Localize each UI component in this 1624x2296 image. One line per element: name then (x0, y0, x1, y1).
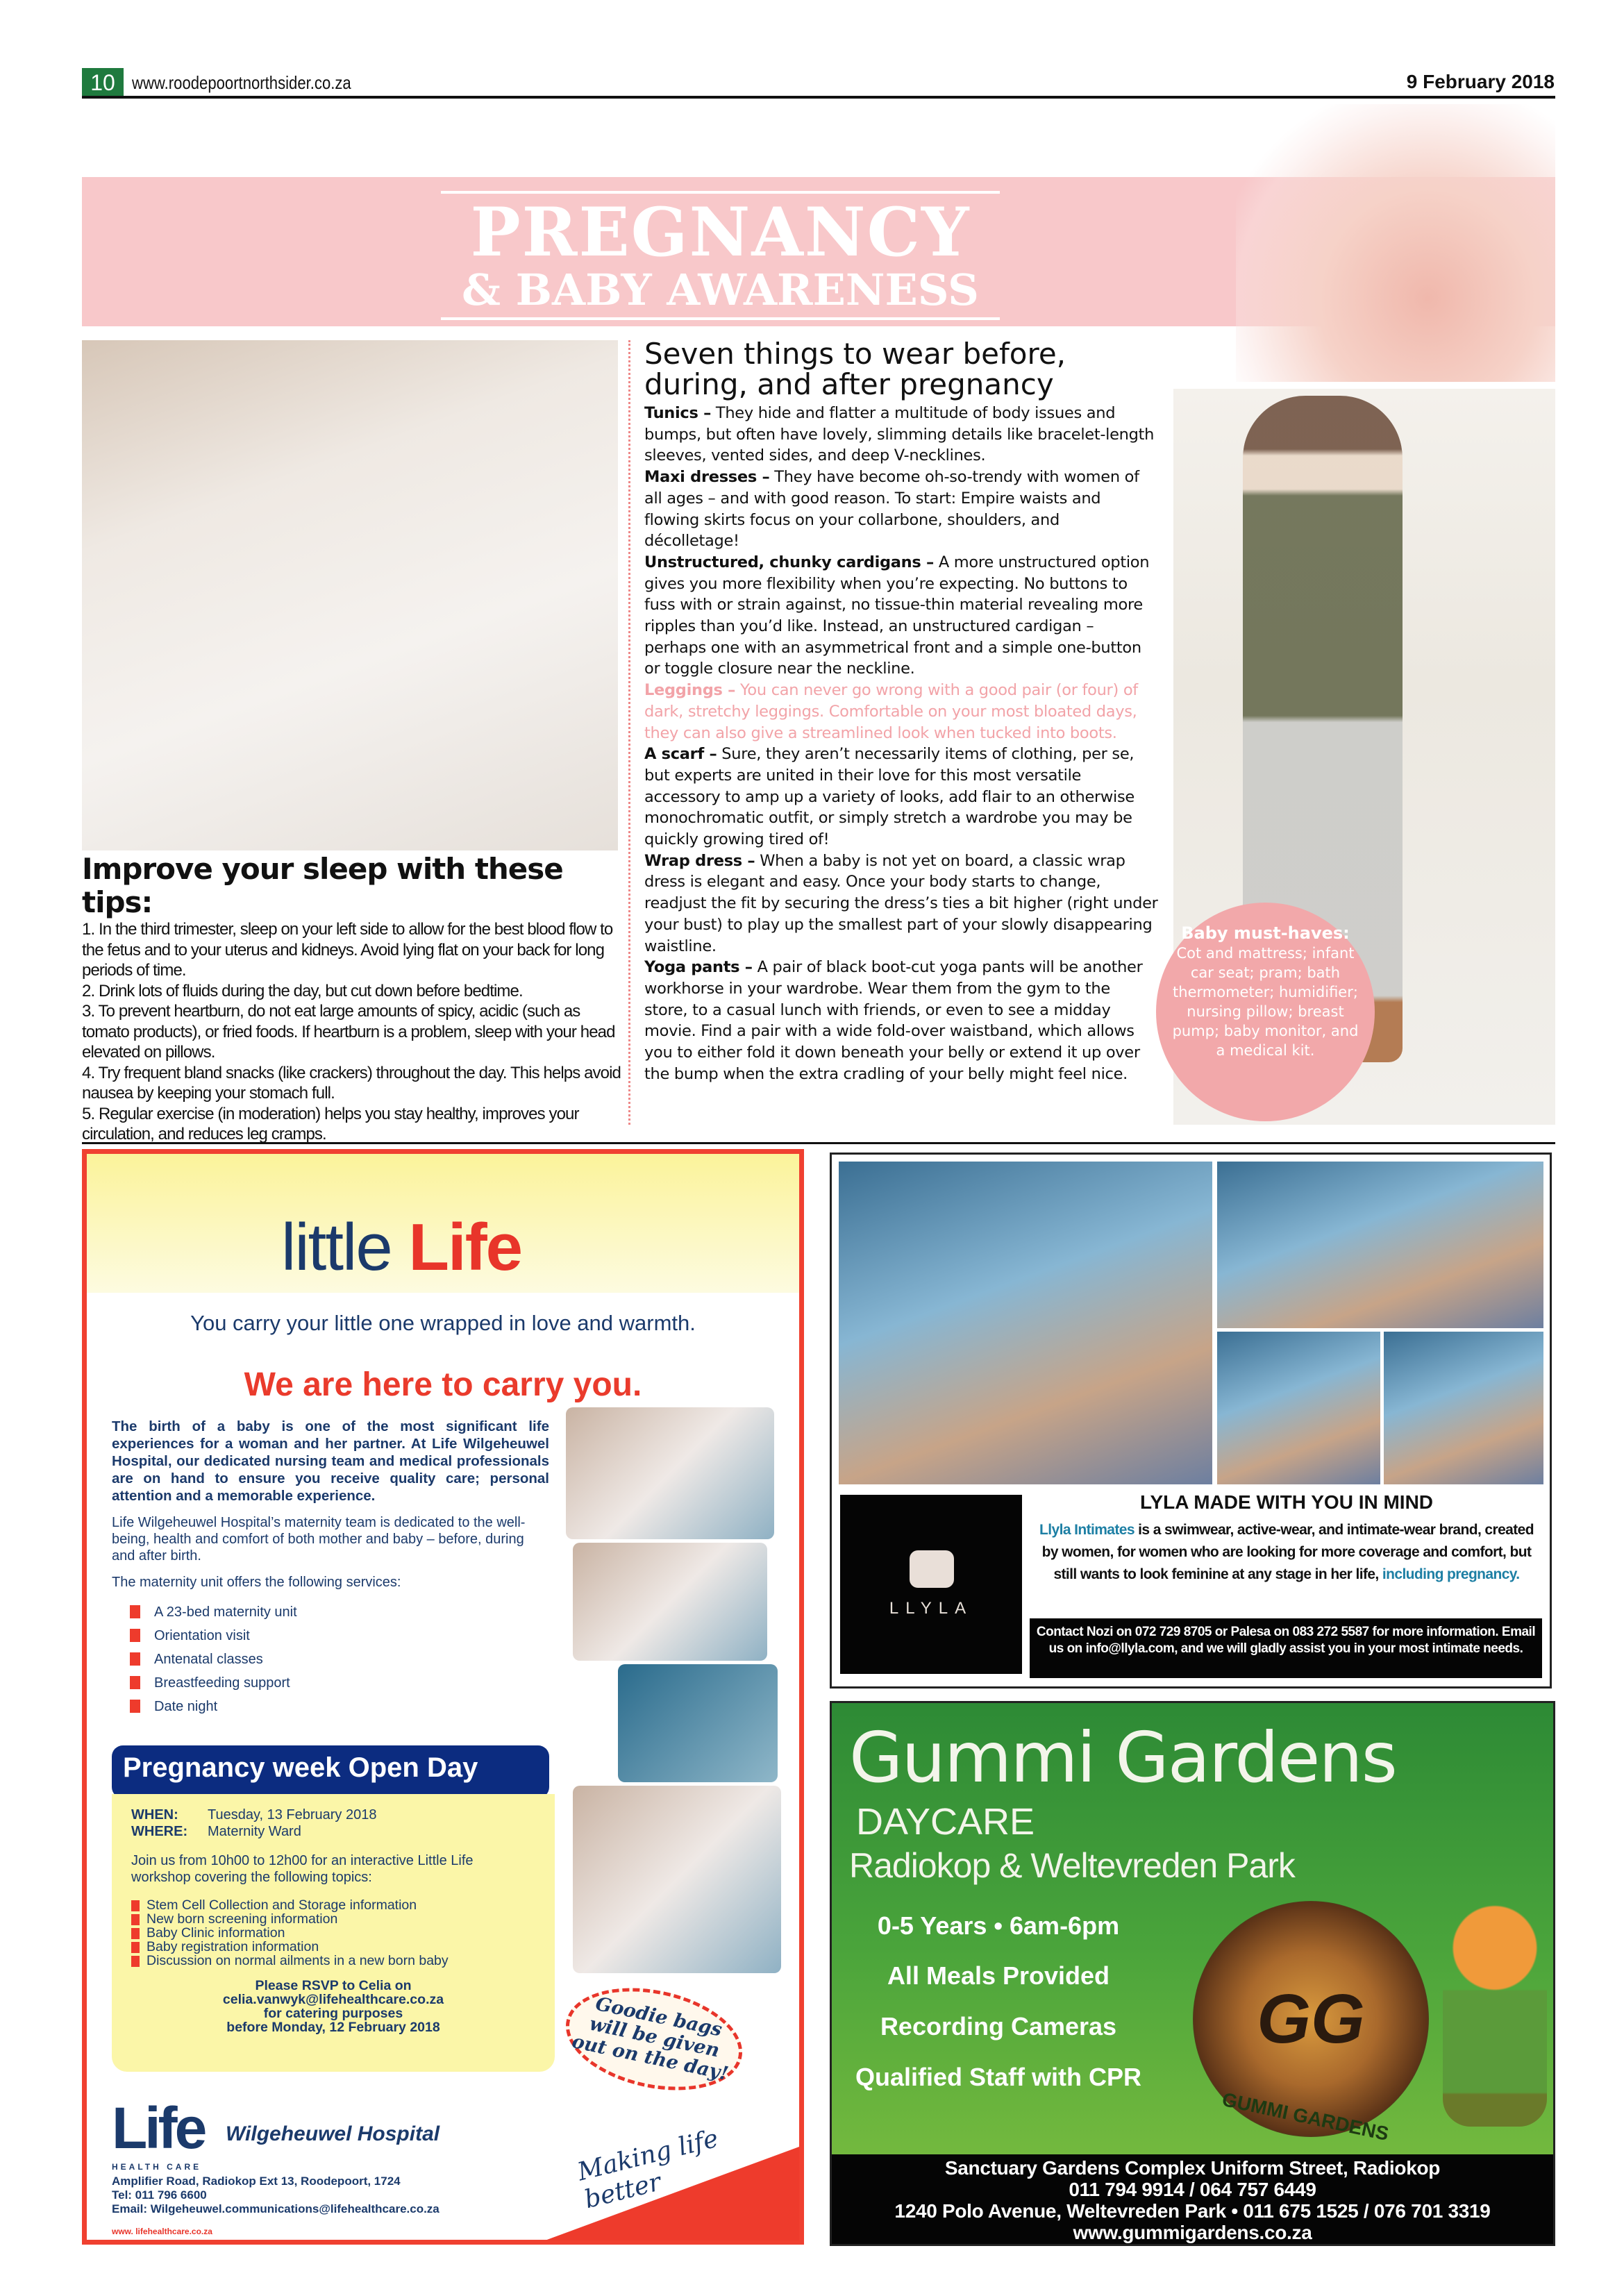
title-baby-awareness: & BABY AWARENESS (462, 265, 979, 315)
bullet-square-icon (130, 1700, 140, 1713)
item-text: You can never go wrong with a good pair (or four) of dark, stretchy leggings. Comfortable on your most bloated days, they can also give a streamlined look when tucked into boots. (644, 681, 1138, 742)
tip: 4. Try frequent bland snacks (like crackers) throughout the day. This helps avoid nausea by keeping your stomach full. (82, 1063, 621, 1103)
open-day-details (112, 1794, 555, 2072)
article-item (644, 467, 1158, 552)
tip: 1. In the third trimester, sleep on your left side to allow for the best blood flow to the fetus and to your uterus and kidneys. Avoid lying flat on your back for long periods of time. (82, 920, 613, 980)
goodie-bags-stamp: Goodie bags will be given out on the day! (556, 1973, 751, 2106)
lyla-text: Llyla Intimates is a swimwear, active-wear, and intimate-wear brand, created by women, for women who are looking for more coverage and comfort, but still wants to look feminine at any stage in her life, including pregnancy. (1039, 1522, 1534, 1582)
sleeping-woman-photo (82, 340, 618, 850)
topic-item: Baby Clinic information (131, 1926, 535, 1940)
header-rule (82, 96, 1555, 99)
sleep-tips (82, 853, 627, 1145)
swimwear-photo-group (1384, 1332, 1543, 1484)
topic-item: Baby registration information (131, 1940, 535, 1954)
item-term: Unstructured, chunky cardigans – (644, 553, 934, 571)
sleep-heading: Improve your sleep with these tips: (82, 852, 563, 919)
service-item: Orientation visit (112, 1624, 549, 1648)
service-item: Antenatal classes (112, 1648, 549, 1671)
making-life-better: Making life better (574, 2124, 721, 2215)
title-pregnancy: PREGNANCY (470, 193, 971, 271)
baby-must-haves-circle (1156, 903, 1375, 1121)
services-list (112, 1600, 549, 1718)
article-item (644, 850, 1158, 957)
column-divider (628, 340, 630, 1125)
logo-life: Life (408, 1210, 522, 1284)
swimwear-photo-pool (1217, 1332, 1380, 1484)
join-text: Join us from 10h00 to 12h00 for an interactive Little Life workshop covering the following topics: (131, 1853, 474, 1885)
item-text: They have become oh-so-trendy with women of all ages – and with good reason. To start: Empire waists and flowing skirts focus on your collarbone, shoulders, and décolletage! (644, 468, 1139, 551)
item-term: Maxi dresses – (644, 468, 770, 487)
item-term: Wrap dress – (644, 851, 755, 870)
musthaves-text: Cot and mattress; infant car seat; pram; bath thermometer; humidifier; nursing pillow; breast pump; baby monitor, and a medical kit. (1172, 945, 1359, 1059)
article-item (644, 403, 1158, 467)
life-website[interactable]: www. lifehealthcare.co.za (112, 2227, 212, 2236)
health-care-label: HEALTH CARE (112, 2162, 202, 2172)
article (644, 339, 1158, 1085)
life-healthcare-logo: Life (112, 2095, 205, 2161)
gummi-gardens-ad (830, 1701, 1555, 2246)
where-row: WHERE: Maternity Ward (131, 1824, 301, 1839)
newborn-photo (573, 1786, 781, 1973)
hospital-email[interactable]: Email: Wilgeheuwel.communications@lifehealthcare.co.za (112, 2202, 440, 2215)
gg-logo-text: GUMMI GARDENS (1220, 2088, 1391, 2145)
topic-item: Discussion on normal ailments in a new born baby (131, 1954, 535, 1968)
article-item (644, 957, 1158, 1084)
ad-body (112, 1418, 549, 1718)
feature: Qualified Staff with CPR (855, 2063, 1141, 2091)
services-intro: The maternity unit offers the following services: (112, 1575, 401, 1590)
article-item (644, 744, 1158, 850)
website-link[interactable]: www.roodepoortnorthsider.co.za (132, 72, 351, 93)
article-item (644, 680, 1158, 744)
slogan: We are here to carry you. (244, 1366, 642, 1403)
swimwear-photo-main (839, 1162, 1212, 1484)
item-term: Yoga pants – (644, 958, 753, 977)
item-term: Leggings – (644, 681, 736, 700)
llyla-mark-icon (910, 1550, 954, 1588)
hospital-name: Wilgeheuwel Hospital (226, 2122, 440, 2145)
musthaves-title: Baby must-haves: (1181, 923, 1350, 943)
gummi-locations: Radiokop & Weltevreden Park (849, 1846, 1295, 1885)
gummi-title: Gummi Gardens (849, 1717, 1396, 1798)
page-number: 10 (82, 68, 124, 97)
pregnant-belly-photo (1236, 104, 1555, 382)
bullet-square-icon (130, 1629, 140, 1642)
item-term: A scarf – (644, 745, 717, 764)
item-term: Tunics – (644, 404, 712, 422)
item-text: Sure, they aren’t necessarily items of clothing, per se, but experts are united in their love for this most versatile accessory to amp up a variety of looks, add flair to an otherwise monochromatic outfit, or simply stretch a wardrobe you may be quickly growing tired of! (644, 745, 1135, 849)
issue-date: 9 February 2018 (1406, 71, 1555, 92)
gummi-website[interactable]: www.gummigardens.co.za (1073, 2222, 1312, 2243)
intro: The birth of a baby is one of the most significant life experiences for a woman and her partner. At Life Wilgeheuwel Hospital, our dedicated nursing team and medical professionals are on hand to ensure you receive quality care; personal attention and a memorable experience. (112, 1418, 549, 1504)
mascot-character (1443, 1897, 1547, 2127)
mother-photo (566, 1407, 774, 1539)
rsvp: Please RSVP to Celia on celia.vanwyk@lifehealthcare.co.za for catering purposes before Monday, 12 February 2018 (131, 1979, 535, 2034)
article-title: Seven things to wear before, during, and after pregnancy (644, 337, 1066, 401)
article-item (644, 552, 1158, 680)
lyla-ad (830, 1153, 1552, 1689)
lyla-heading: LYLA MADE WITH YOU IN MIND (1139, 1491, 1434, 1513)
service-item: A 23-bed maternity unit (112, 1600, 549, 1624)
couple-photo (573, 1543, 767, 1661)
topic-item: Stem Cell Collection and Storage information (131, 1898, 535, 1912)
item-text: A more unstructured option gives you more flexibility when you’re expecting. No buttons to fuss with or strain against, no tissue-thin material revealing more ripples than you’d like. Instead, an unstructured cardigan – perhaps one with an asymmetrical front and a simple one-button or toggle closure near the neckline. (644, 553, 1150, 678)
when-row: WHEN: Tuesday, 13 February 2018 (131, 1807, 377, 1822)
bullet-square-icon (130, 1605, 140, 1618)
gummi-daycare: DAYCARE (856, 1801, 1035, 1843)
feature: Recording Cameras (880, 2012, 1117, 2041)
bullet-square-icon (130, 1676, 140, 1689)
swimwear-photo-beach (1217, 1162, 1543, 1328)
feature: 0-5 Years • 6am-6pm (877, 1911, 1120, 1940)
open-day-banner: Pregnancy week Open Day (112, 1745, 549, 1798)
gummi-contact-band: Sanctuary Gardens Complex Uniform Street, Radiokop 011 794 9914 / 064 757 6449 1240 Polo Avenue, Weltevreden Park • 011 675 1525 / 076 701 3319 www.gummigardens.co.za (832, 2154, 1553, 2244)
item-text: When a baby is not yet on board, a classic wrap dress is elegant and easy. Once your body starts to change, readjust the fit by securing the dress’s ties a bit higher (right under your bust) to play up the smallest part of your slowly disappearing waistline. (644, 851, 1158, 955)
llyla-logo: LLYLA (840, 1495, 1022, 1674)
little-life-ad (82, 1149, 804, 2245)
contact-details: Amplifier Road, Radiokop Ext 13, Roodepoort, 1724 Tel: 011 796 6600 Email: Wilgeheuwel.communications@lifehealthcare.co.za (112, 2175, 440, 2215)
service-item: Date night (112, 1695, 549, 1718)
tip: 2. Drink lots of fluids during the day, but cut down before bedtime. (82, 981, 523, 1000)
lyla-contact: Contact Nozi on 072 729 8705 or Palesa on 083 272 5587 for more information. Email us on info@llyla.com, and we will gladly assist you in your most intimate needs. (1030, 1618, 1542, 1678)
item-text: They hide and flatter a multitude of body issues and bumps, but often have lovely, slimming details like bracelet-length sleeves, vented sides, and deep V-necklines. (644, 404, 1155, 465)
rsvp-email[interactable]: celia.vanwyk@lifehealthcare.co.za (222, 1992, 444, 2007)
logo-little: little (281, 1210, 392, 1284)
topic-item: New born screening information (131, 1912, 535, 1926)
ultrasound-photo (618, 1664, 778, 1782)
tip: 5. Regular exercise (in moderation) helps you stay healthy, improves your circulation, and reduces leg cramps. (82, 1104, 579, 1143)
tip: 3. To prevent heartburn, do not eat large amounts of spicy, acidic (such as tomato products), or fried foods. If heartburn is a problem, sleep with your head elevated on pillows. (82, 1002, 615, 1062)
bullet-square-icon (130, 1652, 140, 1666)
item-text: A pair of black boot-cut yoga pants will be another workhorse in your wardrobe. Wear them from the gym to the store, to a casual lunch with friends, or even to see a midday movie. Find a pair with a wide fold-over waistband, which allows you to either fold it down beneath your belly or extend it up over the bump when the extra cradling of your belly might feel nice. (644, 958, 1143, 1083)
gg-logo: GG (1193, 1901, 1429, 2137)
para2: Life Wilgeheuwel Hospital’s maternity team is dedicated to the well-being, health and comfort of both mother and baby – before, during and after birth. (112, 1515, 526, 1564)
feature: All Meals Provided (887, 1961, 1110, 1990)
tagline: You carry your little one wrapped in love and warmth. (190, 1311, 696, 1335)
service-item: Breastfeeding support (112, 1671, 549, 1695)
little-life-logo (281, 1209, 521, 1286)
section-title (441, 191, 1000, 320)
